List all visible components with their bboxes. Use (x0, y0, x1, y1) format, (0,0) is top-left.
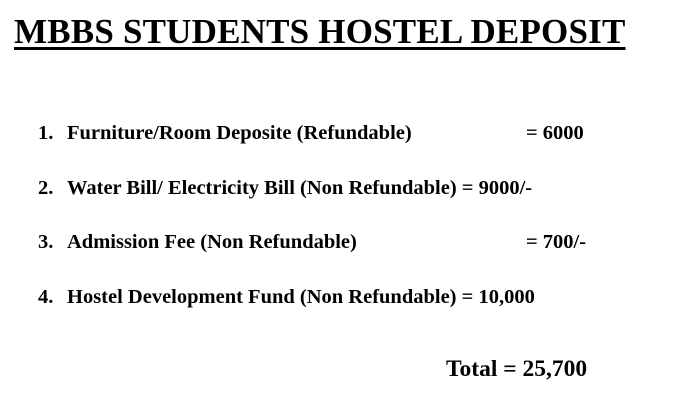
item-label: Hostel Development Fund (Non Refundable) (67, 286, 457, 308)
item-amount: = 6000 (526, 122, 584, 144)
item-amount: = 10,000 (461, 286, 535, 308)
deposit-item-admission-fee (38, 229, 587, 255)
item-number: 2. (38, 177, 54, 199)
deposit-item-furniture (38, 120, 584, 146)
item-label: Furniture/Room Deposite (Refundable) (67, 122, 412, 144)
deposit-item-water-electricity (38, 175, 532, 201)
item-amount: = 700/- (526, 231, 587, 253)
item-label: Water Bill/ Electricity Bill (Non Refundable) (67, 177, 457, 199)
deposit-item-development-fund (38, 284, 535, 310)
item-amount: = 9000/- (461, 177, 533, 199)
total-amount: Total = 25,700 (446, 356, 588, 382)
document-title: MBBS STUDENTS HOSTEL DEPOSIT (14, 12, 626, 51)
item-label: Admission Fee (Non Refundable) (67, 231, 357, 253)
item-number: 3. (38, 231, 54, 253)
item-number: 4. (38, 286, 54, 308)
item-number: 1. (38, 122, 54, 144)
